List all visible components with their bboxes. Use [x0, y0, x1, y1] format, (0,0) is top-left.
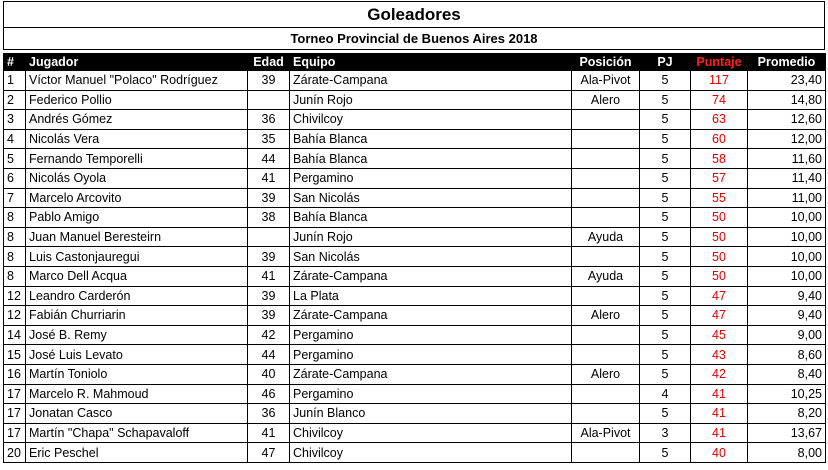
cell-games: 5 — [640, 404, 691, 424]
cell-rank: 12 — [4, 286, 26, 306]
cell-games: 3 — [640, 423, 691, 443]
cell-position — [572, 345, 640, 365]
cell-average: 10,00 — [748, 266, 826, 286]
cell-rank: 1 — [4, 71, 26, 91]
cell-player: Pablo Amigo — [26, 208, 248, 228]
cell-position: Alero — [572, 364, 640, 384]
table-row — [4, 71, 826, 91]
cell-games: 5 — [640, 110, 691, 130]
table-row — [4, 247, 826, 267]
cell-games: 5 — [640, 364, 691, 384]
cell-average: 9,40 — [748, 286, 826, 306]
cell-player: Marcelo R. Mahmoud — [26, 384, 248, 404]
cell-team: Chivilcoy — [290, 423, 572, 443]
cell-games: 5 — [640, 227, 691, 247]
cell-points: 47 — [691, 286, 748, 306]
cell-points: 63 — [691, 110, 748, 130]
cell-team: Junín Blanco — [290, 404, 572, 424]
cell-position — [572, 247, 640, 267]
table-row — [4, 227, 826, 247]
cell-points: 40 — [691, 443, 748, 463]
cell-games: 4 — [640, 384, 691, 404]
cell-age: 39 — [248, 306, 290, 326]
cell-games: 5 — [640, 208, 691, 228]
cell-age: 39 — [248, 71, 290, 91]
sheet-title: Goleadores — [3, 1, 825, 28]
cell-average: 8,20 — [748, 404, 826, 424]
cell-rank: 8 — [4, 227, 26, 247]
cell-points: 50 — [691, 266, 748, 286]
cell-player: Martín Toniolo — [26, 364, 248, 384]
cell-average: 11,60 — [748, 149, 826, 169]
cell-rank: 15 — [4, 345, 26, 365]
cell-games: 5 — [640, 168, 691, 188]
cell-team: San Nicolás — [290, 188, 572, 208]
cell-position — [572, 404, 640, 424]
cell-average: 11,40 — [748, 168, 826, 188]
cell-games: 5 — [640, 325, 691, 345]
cell-points: 50 — [691, 247, 748, 267]
table-row — [4, 443, 826, 463]
cell-player: Fernando Temporelli — [26, 149, 248, 169]
cell-rank: 6 — [4, 168, 26, 188]
cell-age — [248, 90, 290, 110]
cell-position — [572, 208, 640, 228]
cell-team: Pergamino — [290, 325, 572, 345]
cell-rank: 17 — [4, 423, 26, 443]
table-row — [4, 345, 826, 365]
table-row — [4, 129, 826, 149]
cell-player: Martín "Chapa" Schapavaloff — [26, 423, 248, 443]
cell-player: Nicolás Oyola — [26, 168, 248, 188]
cell-average: 8,00 — [748, 443, 826, 463]
cell-points: 55 — [691, 188, 748, 208]
cell-team: Pergamino — [290, 384, 572, 404]
cell-games: 5 — [640, 129, 691, 149]
cell-age: 42 — [248, 325, 290, 345]
cell-age: 35 — [248, 129, 290, 149]
table-row — [4, 325, 826, 345]
cell-rank: 16 — [4, 364, 26, 384]
cell-rank: 17 — [4, 384, 26, 404]
cell-rank: 12 — [4, 306, 26, 326]
cell-rank: 2 — [4, 90, 26, 110]
cell-age: 41 — [248, 423, 290, 443]
cell-position: Ala-Pivot — [572, 423, 640, 443]
cell-player: Andrés Gómez — [26, 110, 248, 130]
cell-games: 5 — [640, 247, 691, 267]
cell-player: Jonatan Casco — [26, 404, 248, 424]
cell-age: 39 — [248, 188, 290, 208]
cell-age: 44 — [248, 149, 290, 169]
cell-position: Alero — [572, 306, 640, 326]
header-row — [4, 54, 826, 71]
cell-points: 45 — [691, 325, 748, 345]
cell-position — [572, 384, 640, 404]
cell-team: Pergamino — [290, 168, 572, 188]
cell-team: Zárate-Campana — [290, 71, 572, 91]
cell-position — [572, 168, 640, 188]
cell-player: Federico Pollio — [26, 90, 248, 110]
cell-player: José Luis Levato — [26, 345, 248, 365]
cell-games: 5 — [640, 286, 691, 306]
col-header-age: Edad — [248, 54, 290, 71]
cell-games: 5 — [640, 443, 691, 463]
cell-points: 74 — [691, 90, 748, 110]
cell-team: Junín Rojo — [290, 227, 572, 247]
cell-player: Eric Peschel — [26, 443, 248, 463]
cell-team: Bahía Blanca — [290, 149, 572, 169]
cell-age: 38 — [248, 208, 290, 228]
cell-points: 43 — [691, 345, 748, 365]
cell-rank: 8 — [4, 266, 26, 286]
cell-age: 39 — [248, 286, 290, 306]
cell-team: Bahía Blanca — [290, 129, 572, 149]
cell-points: 50 — [691, 208, 748, 228]
cell-age: 40 — [248, 364, 290, 384]
cell-average: 10,00 — [748, 208, 826, 228]
cell-player: Juan Manuel Beresteirn — [26, 227, 248, 247]
cell-rank: 14 — [4, 325, 26, 345]
cell-average: 10,25 — [748, 384, 826, 404]
cell-rank: 7 — [4, 188, 26, 208]
cell-average: 11,00 — [748, 188, 826, 208]
cell-rank: 3 — [4, 110, 26, 130]
cell-team: Zárate-Campana — [290, 266, 572, 286]
table-row — [4, 110, 826, 130]
cell-average: 10,00 — [748, 227, 826, 247]
cell-position: Alero — [572, 90, 640, 110]
cell-player: Fabián Churriarin — [26, 306, 248, 326]
cell-games: 5 — [640, 266, 691, 286]
cell-average: 13,67 — [748, 423, 826, 443]
cell-games: 5 — [640, 188, 691, 208]
scorers-table — [3, 53, 826, 463]
cell-points: 58 — [691, 149, 748, 169]
cell-points: 50 — [691, 227, 748, 247]
cell-rank: 4 — [4, 129, 26, 149]
cell-average: 23,40 — [748, 71, 826, 91]
table-row — [4, 208, 826, 228]
cell-age: 47 — [248, 443, 290, 463]
cell-points: 41 — [691, 404, 748, 424]
cell-player: Leandro Carderón — [26, 286, 248, 306]
cell-age: 36 — [248, 110, 290, 130]
cell-points: 47 — [691, 306, 748, 326]
cell-average: 10,00 — [748, 247, 826, 267]
table-row — [4, 364, 826, 384]
cell-average: 9,00 — [748, 325, 826, 345]
table-row — [4, 423, 826, 443]
cell-rank: 8 — [4, 247, 26, 267]
cell-age: 44 — [248, 345, 290, 365]
cell-position: Ayuda — [572, 266, 640, 286]
cell-average: 8,40 — [748, 364, 826, 384]
cell-position — [572, 286, 640, 306]
table-row — [4, 404, 826, 424]
cell-player: José B. Remy — [26, 325, 248, 345]
cell-age: 46 — [248, 384, 290, 404]
table-row — [4, 90, 826, 110]
cell-points: 41 — [691, 384, 748, 404]
cell-position — [572, 149, 640, 169]
cell-age: 41 — [248, 168, 290, 188]
cell-average: 12,00 — [748, 129, 826, 149]
cell-position: Ala-Pivot — [572, 71, 640, 91]
cell-points: 41 — [691, 423, 748, 443]
cell-points: 42 — [691, 364, 748, 384]
cell-games: 5 — [640, 345, 691, 365]
col-header-team: Equipo — [290, 54, 572, 71]
cell-average: 8,60 — [748, 345, 826, 365]
cell-points: 117 — [691, 71, 748, 91]
cell-player: Víctor Manuel "Polaco" Rodríguez — [26, 71, 248, 91]
table-row — [4, 384, 826, 404]
cell-team: Chivilcoy — [290, 110, 572, 130]
cell-points: 57 — [691, 168, 748, 188]
cell-age — [248, 227, 290, 247]
cell-rank: 5 — [4, 149, 26, 169]
cell-games: 5 — [640, 149, 691, 169]
cell-player: Nicolás Vera — [26, 129, 248, 149]
cell-rank: 20 — [4, 443, 26, 463]
cell-average: 12,60 — [748, 110, 826, 130]
cell-team: Pergamino — [290, 345, 572, 365]
cell-position — [572, 188, 640, 208]
cell-position — [572, 443, 640, 463]
table-row — [4, 188, 826, 208]
cell-age: 39 — [248, 247, 290, 267]
table-row — [4, 266, 826, 286]
cell-position — [572, 129, 640, 149]
table-row — [4, 286, 826, 306]
cell-team: San Nicolás — [290, 247, 572, 267]
cell-games: 5 — [640, 71, 691, 91]
cell-player: Marco Dell Acqua — [26, 266, 248, 286]
cell-team: Junín Rojo — [290, 90, 572, 110]
cell-team: Zárate-Campana — [290, 306, 572, 326]
table-row — [4, 149, 826, 169]
cell-player: Luis Castonjauregui — [26, 247, 248, 267]
cell-average: 14,80 — [748, 90, 826, 110]
cell-games: 5 — [640, 306, 691, 326]
col-header-games: PJ — [640, 54, 691, 71]
cell-position — [572, 325, 640, 345]
col-header-player: Jugador — [26, 54, 248, 71]
cell-rank: 8 — [4, 208, 26, 228]
cell-team: Zárate-Campana — [290, 364, 572, 384]
cell-player: Marcelo Arcovito — [26, 188, 248, 208]
cell-average: 9,40 — [748, 306, 826, 326]
col-header-rank: # — [4, 54, 26, 71]
table-row — [4, 168, 826, 188]
cell-age: 36 — [248, 404, 290, 424]
cell-team: Chivilcoy — [290, 443, 572, 463]
col-header-average: Promedio — [748, 54, 826, 71]
col-header-position: Posición — [572, 54, 640, 71]
cell-position — [572, 110, 640, 130]
cell-games: 5 — [640, 90, 691, 110]
cell-points: 60 — [691, 129, 748, 149]
cell-age: 41 — [248, 266, 290, 286]
cell-team: Bahía Blanca — [290, 208, 572, 228]
spreadsheet — [3, 1, 825, 463]
col-header-points: Puntaje — [691, 54, 748, 71]
cell-rank: 17 — [4, 404, 26, 424]
table-row — [4, 306, 826, 326]
cell-position: Ayuda — [572, 227, 640, 247]
cell-team: La Plata — [290, 286, 572, 306]
sheet-subtitle: Torneo Provincial de Buenos Aires 2018 — [3, 28, 825, 50]
